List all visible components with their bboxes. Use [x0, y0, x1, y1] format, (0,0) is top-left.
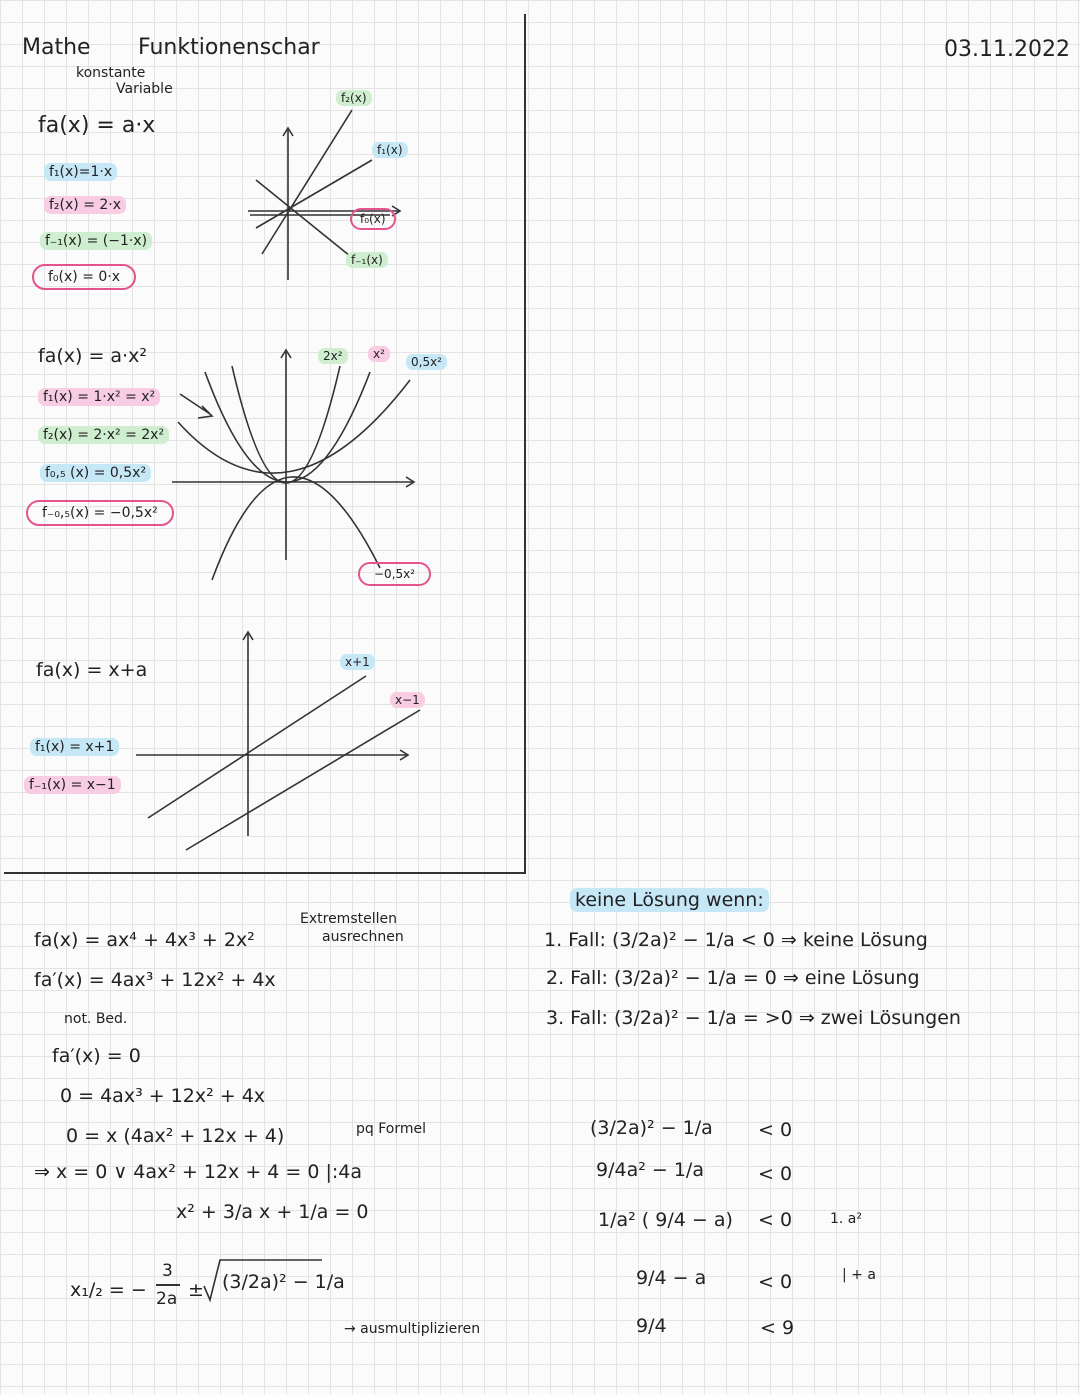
linear-item-4: f₀(x) = 0·x [32, 264, 136, 290]
calc-line-1: (3/2a)² − 1/a [590, 1117, 713, 1139]
label-variable: Variable [116, 81, 173, 97]
linear-general-formula: fa(x) = a·x [38, 113, 156, 138]
quadratic-general-formula: fa(x) = a·x² [38, 345, 147, 367]
shift-item-1: f₁(x) = x+1 [30, 738, 119, 756]
step-3: ⇒ x = 0 ∨ 4ax² + 12x + 4 = 0 |:4a [34, 1161, 363, 1183]
subject-title: Mathe [22, 35, 91, 60]
expand-note: → ausmultiplizieren [344, 1321, 481, 1337]
label-x-minus-1: x−1 [390, 692, 425, 708]
label-x2: x² [368, 346, 390, 362]
shift-general-formula: fa(x) = x+a [36, 659, 148, 681]
label-f2: f₂(x) [336, 90, 372, 106]
label-f0: f₀(x) [350, 208, 396, 230]
topic-title: Funktionenschar [138, 35, 320, 60]
calc-line-3: 1/a² ( 9/4 − a) [598, 1209, 733, 1231]
frac-denominator: 2a [156, 1289, 178, 1309]
extrema-derivative: fa′(x) = 4ax³ + 12x² + 4x [34, 969, 276, 991]
calc-result-3: < 0 [758, 1209, 793, 1231]
calc-result-4: < 0 [758, 1271, 793, 1293]
quadratic-item-4: f₋₀,₅(x) = −0,5x² [26, 500, 174, 526]
shift-item-2: f₋₁(x) = x−1 [24, 776, 121, 794]
case-1: 1. Fall: (3/2a)² − 1/a < 0 ⇒ keine Lösung [544, 929, 928, 951]
x12-label: x₁/₂ = − [70, 1279, 147, 1301]
case-3: 3. Fall: (3/2a)² − 1/a = >0 ⇒ zwei Lösungen [546, 1007, 961, 1029]
extrema-note-2: ausrechnen [322, 929, 404, 945]
label-neg05x2: −0,5x² [358, 562, 431, 586]
pq-formula-note: pq Formel [356, 1121, 426, 1137]
calc-note-multiply: 1. a² [830, 1211, 862, 1227]
calc-result-2: < 0 [758, 1163, 793, 1185]
date: 03.11.2022 [944, 37, 1070, 62]
label-05x2: 0,5x² [406, 354, 447, 370]
necessary-condition-label: not. Bed. [64, 1011, 128, 1027]
cases-title: keine Lösung wenn: [570, 888, 769, 912]
linear-item-1: f₁(x)=1·x [44, 163, 117, 181]
linear-item-2: f₂(x) = 2·x [44, 196, 126, 214]
step-1: 0 = 4ax³ + 12x² + 4x [60, 1085, 266, 1107]
plus-minus: ± [188, 1279, 204, 1301]
calc-line-5: 9/4 [636, 1315, 667, 1337]
quadratic-item-3: f₀,₅ (x) = 0,5x² [40, 464, 151, 482]
calc-result-1: < 0 [758, 1119, 793, 1141]
calc-line-4: 9/4 − a [636, 1267, 707, 1289]
quadratic-item-1: f₁(x) = 1·x² = x² [38, 388, 160, 406]
quadratic-item-2: f₂(x) = 2·x² = 2x² [38, 426, 169, 444]
label-2x2: 2x² [318, 348, 348, 364]
step-2: 0 = x (4ax² + 12x + 4) [66, 1125, 285, 1147]
extrema-note-1: Extremstellen [300, 911, 397, 927]
step-4: x² + 3/a x + 1/a = 0 [176, 1201, 369, 1223]
frac-numerator: 3 [162, 1261, 173, 1281]
label-konstante: konstante [76, 65, 146, 81]
condition-equation: fa′(x) = 0 [52, 1045, 141, 1067]
calc-result-5: < 9 [760, 1317, 795, 1339]
root-body: (3/2a)² − 1/a [222, 1271, 345, 1293]
label-x-plus-1: x+1 [340, 654, 375, 670]
extrema-function: fa(x) = ax⁴ + 4x³ + 2x² [34, 929, 255, 951]
case-2: 2. Fall: (3/2a)² − 1/a = 0 ⇒ eine Lösung [546, 967, 920, 989]
label-f1: f₁(x) [372, 142, 408, 158]
linear-item-3: f₋₁(x) = (−1·x) [40, 232, 152, 250]
calc-line-2: 9/4a² − 1/a [596, 1159, 704, 1181]
calc-note-add: | + a [842, 1267, 876, 1283]
label-fm1: f₋₁(x) [346, 252, 388, 268]
